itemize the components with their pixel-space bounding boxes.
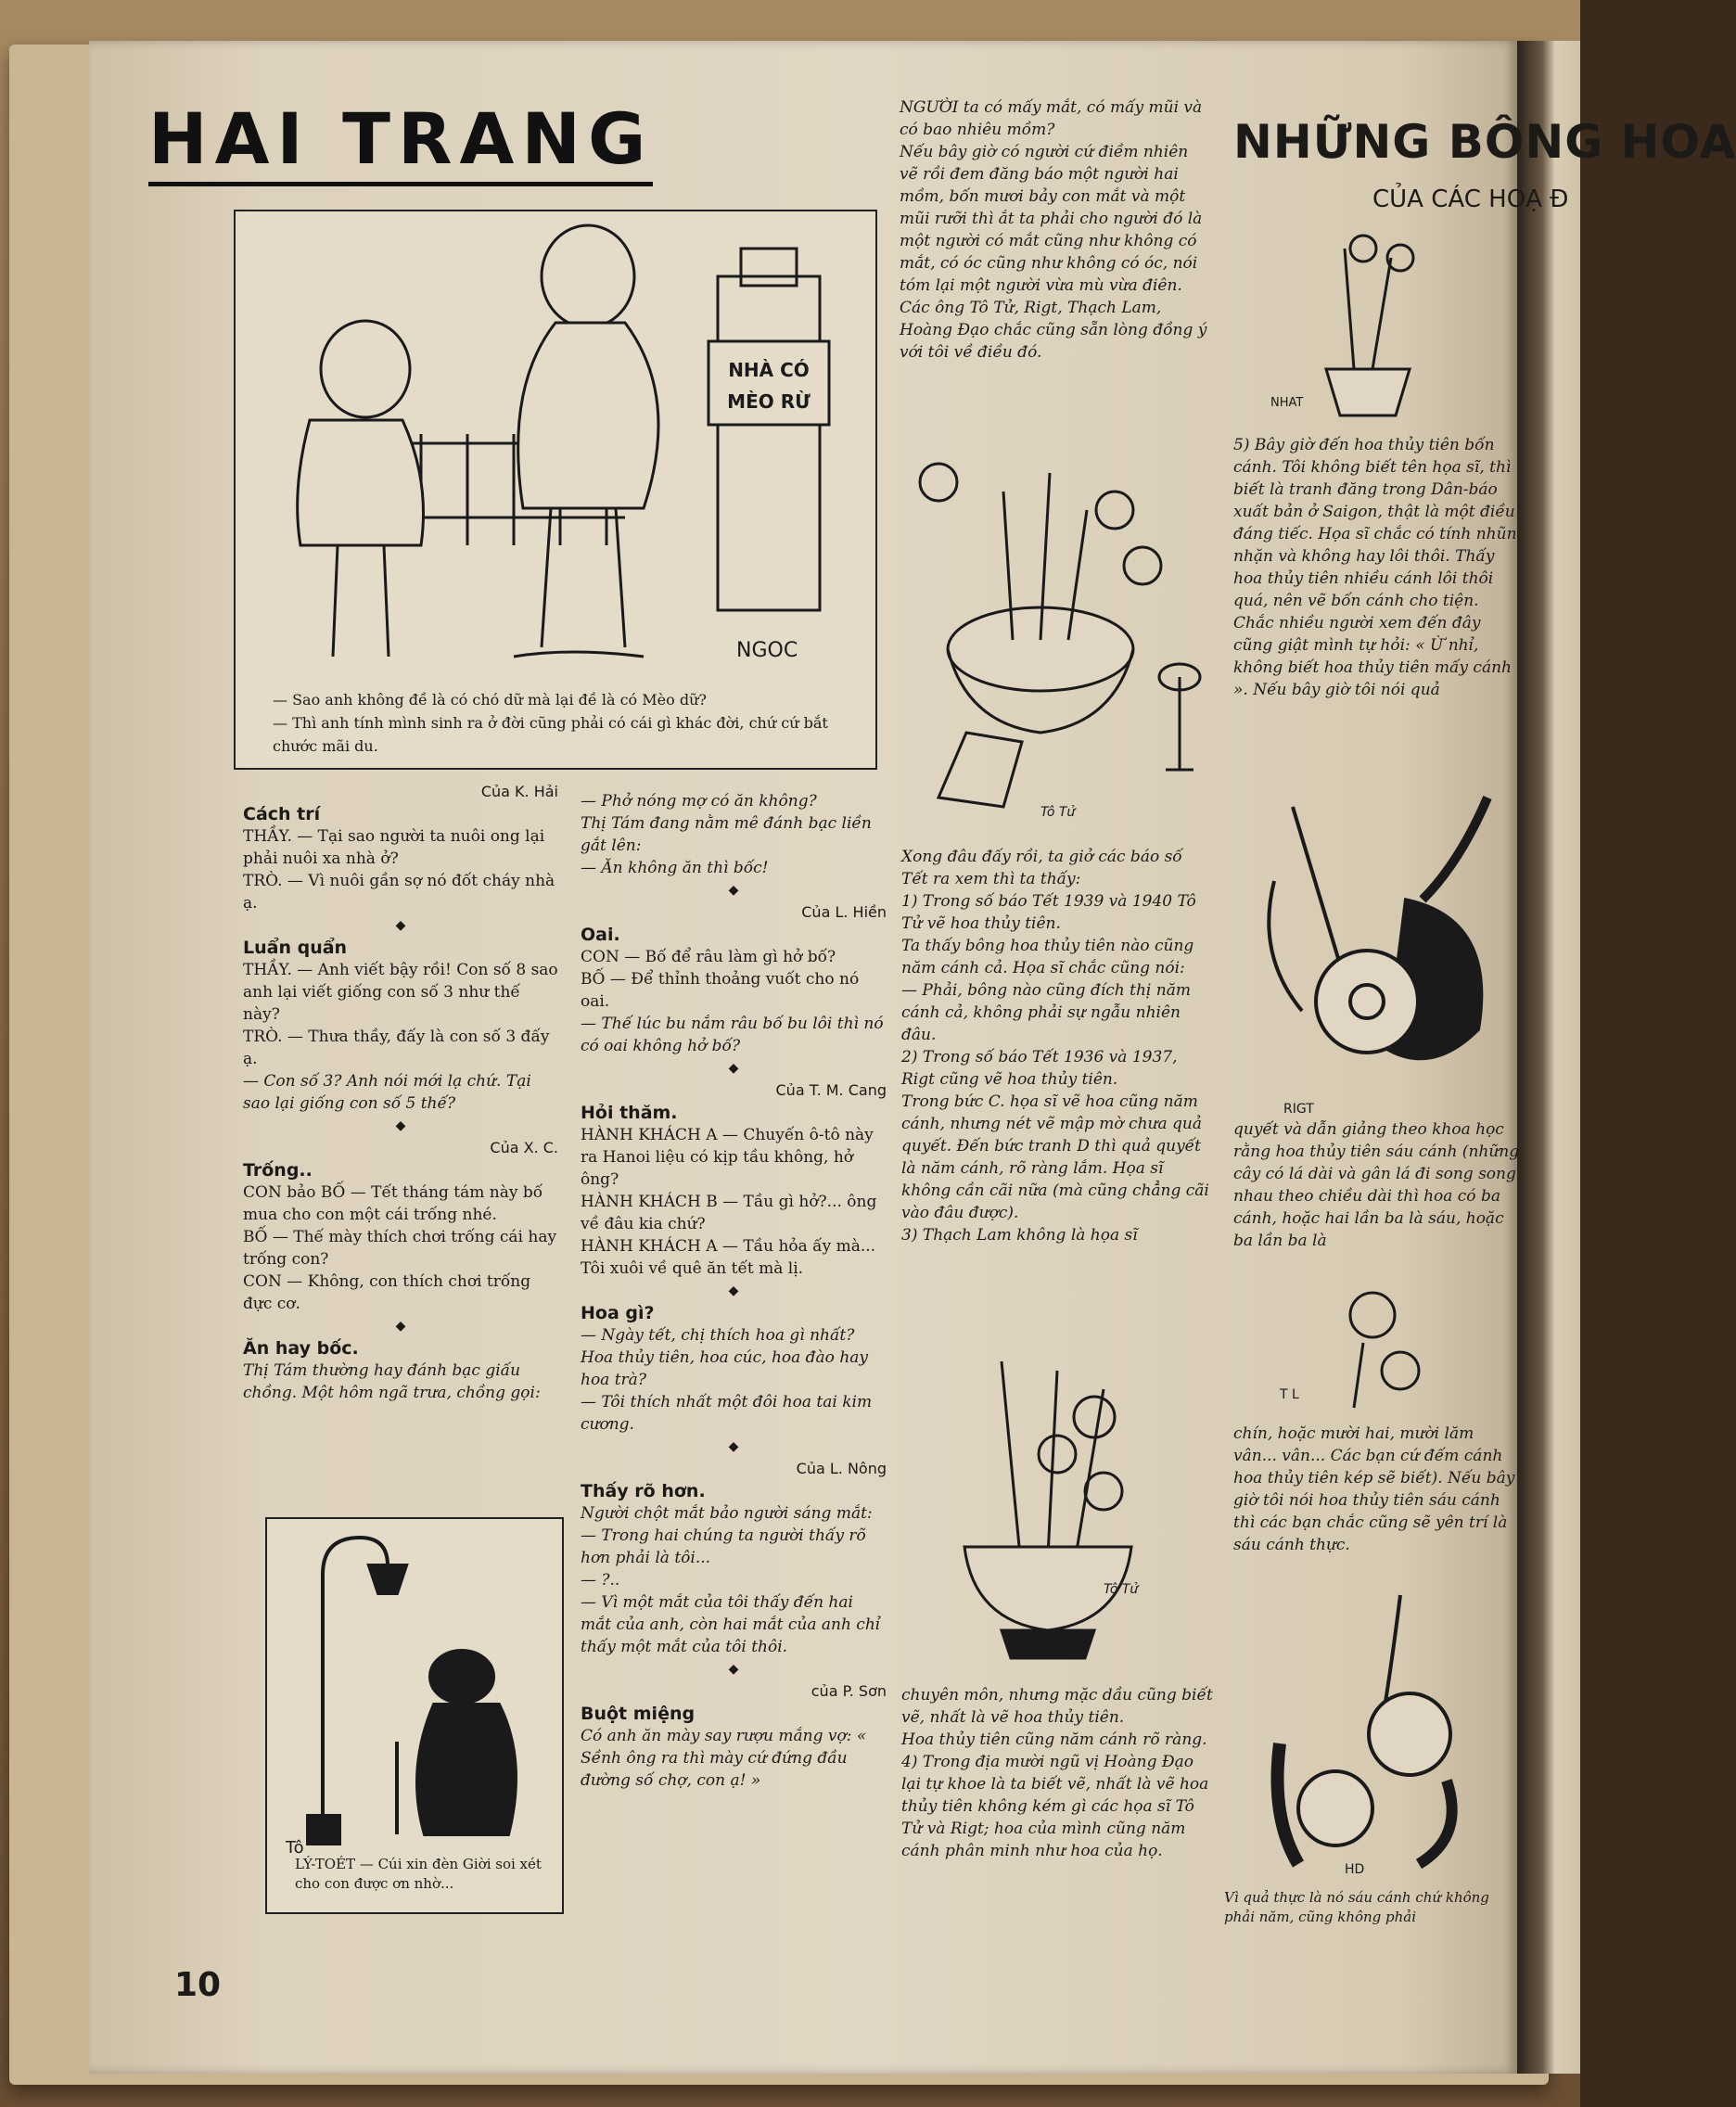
- joke-line: TRÒ. — Thưa thầy, đấy là con số 3 đấy ạ.: [243, 1028, 550, 1068]
- cartoon-top: [234, 210, 877, 770]
- joke-line: — Thế lúc bu nắm râu bố bu lôi thì nó có oai không hở bố?: [581, 1015, 884, 1055]
- page-gutter: [1517, 41, 1580, 2074]
- joke-line: Thị Tám đang nằm mê đánh bạc liền gắt lên:: [581, 814, 872, 855]
- separator-diamond: ◆: [395, 1319, 406, 1334]
- page-number: 10: [174, 1966, 222, 2004]
- byline: của P. Sơn: [811, 1682, 887, 1700]
- article-paragraph: 1) Trong số báo Tết 1939 và 1940 Tô Tử vẽ hoa thủy tiên.: [901, 892, 1196, 933]
- separator-diamond: ◆: [728, 1061, 739, 1076]
- cartoon-bottom-drawing: [267, 1519, 562, 1912]
- joke-line: — ?..: [581, 1571, 620, 1590]
- article-paragraph: Trong bức C. họa sĩ vẽ hoa cũng năm cánh, nhưng nét vẽ mập mờ chưa quả quyết. Đến bức tranh D thì quả quyết là năm cánh, rõ ràng lắm. Họa sĩ không cần cãi nữa (mà cũng chẳng cãi vào đâu được).: [901, 1092, 1209, 1222]
- illustration-signature: Tô Tử: [1040, 805, 1076, 820]
- flower-illustration-6: [1261, 1577, 1502, 1883]
- separator-diamond: ◆: [395, 1118, 406, 1133]
- joke-heading: Thấy rõ hơn.: [581, 1481, 706, 1501]
- joke-line: — Con số 3? Anh nói mới lạ chứ. Tại sao lại giống con số 5 thế?: [243, 1072, 531, 1113]
- article-paragraph: Xong đâu đấy rồi, ta giở các báo số Tết ra xem thì ta thấy:: [901, 848, 1182, 888]
- column-article-1c: [901, 1684, 1213, 1862]
- joke-line: — Ngày tết, chị thích hoa gì nhất? Hoa thủy tiên, hoa cúc, hoa đào hay hoa trà?: [581, 1326, 869, 1389]
- joke-heading: Oai.: [581, 925, 620, 945]
- masthead-title: HAI TRANG: [148, 100, 653, 186]
- caption-line-1: — Sao anh không đề là có chó dữ mà lại đề là có Mèo dữ?: [273, 691, 707, 709]
- flower-illustration-5: [1252, 1278, 1493, 1417]
- joke-line: HÀNH KHÁCH A — Tầu hỏa ấy mà... Tôi xuôi về quê ăn tết mà lị.: [581, 1237, 876, 1278]
- article-paragraph: Nếu bây giờ có người cứ điềm nhiên vẽ rồi đem đăng báo một người hai mồm, bốn mươi bảy con mắt và một mũi rưỡi thì ắt ta phải cho người đó là một người có mắt cũng như không có mắt, có óc cũng như không có óc, nói tóm lại một người vừa mù vừa điên. Các ông Tô Tử, Rigt, Thạch Lam, Hoàng Đạo chắc cũng sẵn lòng đồng ý với tôi về điều đó.: [900, 143, 1207, 362]
- masthead: [148, 97, 881, 182]
- joke-line: BỐ — Thế mày thích chơi trống cái hay trống con?: [243, 1228, 557, 1269]
- flower-illustration-2: [946, 1352, 1168, 1667]
- separator-diamond: ◆: [395, 918, 406, 933]
- article-paragraph: Ta thấy bông hoa thủy tiên nào cũng năm cánh cả. Họa sĩ chắc cũng nói:: [901, 937, 1194, 977]
- cartoon-sign-line1: NHÀ CÓ: [728, 359, 810, 381]
- illustration-signature: T L: [1280, 1387, 1299, 1402]
- joke-heading: Hỏi thăm.: [581, 1103, 678, 1123]
- flower-illustration-1: [901, 454, 1198, 825]
- joke-line: — Tôi thích nhất một đôi hoa tai kim cương.: [581, 1393, 873, 1434]
- cartoon-top-drawing: [236, 211, 875, 768]
- flower-illustration-4: [1237, 770, 1515, 1122]
- separator-diamond: ◆: [728, 1662, 739, 1677]
- joke-line: BỐ — Để thỉnh thoảng vuốt cho nó oai.: [581, 970, 860, 1011]
- joke-line: — Trong hai chúng ta người thấy rõ hơn phải là tôi...: [581, 1526, 866, 1567]
- separator-diamond: ◆: [728, 1439, 739, 1454]
- cartoon-top-caption: [273, 688, 857, 758]
- article-paragraph: Vì quả thực là nó sáu cánh chứ không phải năm, cũng không phải: [1224, 1889, 1489, 1925]
- article-paragraph: 5) Bây giờ đến hoa thủy tiên bốn cánh. Tôi không biết tên họa sĩ, thì biết là tranh đăng trong Dân-báo xuất bản ở Saigon, thật là một điều đáng tiếc. Họa sĩ chắc có tính nhũn nhặn và không hay lôi thôi. Thấy hoa thủy tiên nhiều cánh lôi thôi quá, nên vẽ bốn cánh cho tiện.: [1233, 436, 1517, 610]
- cartoon-bottom-signature: Tô: [286, 1838, 304, 1858]
- joke-line: — Vì một mắt của tôi thấy đến hai mắt của anh, còn hai mắt của anh chỉ thấy một mắt của tôi thôi.: [581, 1593, 881, 1656]
- illustration-signature: HD: [1345, 1862, 1365, 1877]
- right-article-subhead: CỦA CÁC HOẠ Đ: [1372, 185, 1569, 213]
- byline: Của L. Nông: [796, 1460, 887, 1477]
- joke-line: Thị Tám thường hay đánh bạc giấu chồng. Một hôm ngã trưa, chồng gọi:: [243, 1361, 541, 1402]
- joke-line: THẦY. — Tại sao người ta nuôi ong lại phải nuôi xa nhà ở?: [243, 827, 545, 868]
- article-paragraph: Chắc nhiều người xem đến đây cũng giật mình tự hỏi: « Ừ nhỉ, không biết hoa thủy tiên mấy cánh ». Nếu bây giờ tôi nói quả: [1233, 614, 1512, 699]
- flower-illustration-3: [1261, 230, 1447, 425]
- column-article-2b: [1233, 1118, 1521, 1252]
- joke-line: HÀNH KHÁCH A — Chuyến ô-tô này ra Hanoi liệu có kịp tầu không, hở ông?: [581, 1126, 874, 1189]
- caption-line-2: — Thì anh tính mình sinh ra ở đời cũng phải có cái gì khác đời, chứ cứ bắt chước mãi du.: [273, 714, 828, 755]
- separator-diamond: ◆: [728, 1283, 739, 1298]
- article-paragraph: chuyên môn, nhưng mặc dầu cũng biết vẽ, nhất là vẽ hoa thủy tiên.: [901, 1686, 1213, 1727]
- right-article-headline: NHỮNG BÔNG HOA: [1233, 115, 1736, 169]
- joke-heading: Buột miệng: [581, 1704, 696, 1724]
- illustration-signature: Tô Tử: [1104, 1582, 1139, 1597]
- column-article-1b: [901, 846, 1213, 1246]
- joke-heading: Hoa gì?: [581, 1303, 655, 1323]
- illustration-signature: RIGT: [1283, 1102, 1314, 1117]
- article-paragraph: 4) Trong địa mười ngũ vị Hoàng Đạo lại tự khoe là ta biết vẽ, nhất là vẽ hoa thủy tiên không kém gì các họa sĩ Tô Tử và Rigt; hoa của mình cũng năm cánh phân minh như hoa của họ.: [901, 1753, 1209, 1860]
- joke-line: Có anh ăn mày say rượu mắng vợ: « Sềnh ông ra thì mày cứ đứng đầu đường số chợ, con ạ! »: [581, 1727, 867, 1790]
- column-article-2: [1233, 434, 1521, 701]
- joke-line: — Ăn không ăn thì bốc!: [581, 859, 769, 877]
- joke-line: TRÒ. — Vì nuôi gần sợ nó đốt cháy nhà ạ.: [243, 872, 555, 913]
- article-paragraph: Hoa thủy tiên cũng năm cánh rõ ràng.: [901, 1730, 1207, 1749]
- cartoon-sign-line2: MÈO RỪ: [727, 390, 811, 413]
- article-paragraph: 3) Thạch Lam không là họa sĩ: [901, 1226, 1138, 1245]
- separator-diamond: ◆: [728, 883, 739, 898]
- joke-heading: Trống..: [243, 1160, 313, 1181]
- column-article-2d: [1224, 1888, 1521, 1927]
- illustration-signature: NHAT: [1270, 396, 1304, 410]
- cartoon-bottom: [265, 1517, 564, 1914]
- byline: Của X. C.: [490, 1139, 558, 1156]
- article-paragraph: — Phải, bông nào cũng đích thị năm cánh cả, không phải sự ngẫu nhiên đâu.: [901, 981, 1191, 1044]
- column-jokes-1: [243, 781, 558, 1404]
- joke-line: CON — Không, con thích chơi trống đực cơ.: [243, 1272, 531, 1313]
- cartoon-bottom-caption: LÝ-TOÉT — Cúi xin đèn Giời soi xét cho con được ơn nhờ...: [295, 1856, 542, 1892]
- byline: Của K. Hải: [480, 783, 558, 800]
- article-paragraph: quyết và dẫn giảng theo khoa học rằng hoa thủy tiên sáu cánh (những cây có lá dài và gân lá đi song song nhau theo chiều dài thì hoa có ba cánh, hoặc hai lần ba là sáu, hoặc ba lần ba là: [1233, 1120, 1520, 1250]
- byline: Của T. M. Cang: [775, 1081, 887, 1099]
- joke-heading: Cách trí: [243, 804, 321, 824]
- column-jokes-2: [581, 790, 887, 1792]
- joke-line: HÀNH KHÁCH B — Tầu gì hở?... ông về đâu kia chứ?: [581, 1193, 877, 1233]
- article-paragraph: chín, hoặc mười hai, mười lăm vân... vân... Các bạn cứ đếm cánh hoa thủy tiên kép sẽ biết). Nếu bây giờ tôi nói hoa thủy tiên sáu cánh thì các bạn chắc cũng sẽ yên trí là sáu cánh thực.: [1233, 1424, 1515, 1554]
- joke-heading: Luẩn quẩn: [243, 938, 348, 958]
- joke-heading: Ăn hay bốc.: [243, 1338, 359, 1359]
- article-paragraph: 2) Trong số báo Tết 1936 và 1937, Rigt cũng vẽ hoa thủy tiên.: [901, 1048, 1178, 1089]
- cartoon-top-signature: NGOC: [736, 639, 798, 662]
- joke-line: THẦY. — Anh viết bậy rồi! Con số 8 sao anh lại viết giống con số 3 như thế này?: [243, 961, 558, 1024]
- joke-line: CON — Bố để râu làm gì hở bố?: [581, 948, 836, 966]
- column-article-2c: [1233, 1423, 1521, 1556]
- article-paragraph: NGƯỜI ta có mấy mắt, có mấy mũi và có bao nhiêu mồm?: [900, 98, 1203, 139]
- joke-line: Người chột mắt bảo người sáng mắt:: [581, 1504, 873, 1523]
- byline: Của L. Hiền: [801, 903, 887, 921]
- joke-line: — Phở nóng mợ có ăn không?: [581, 792, 817, 811]
- column-article-1: [900, 96, 1211, 364]
- joke-line: CON bảo BỐ — Tết tháng tám này bố mua cho con một cái trống nhé.: [243, 1183, 543, 1224]
